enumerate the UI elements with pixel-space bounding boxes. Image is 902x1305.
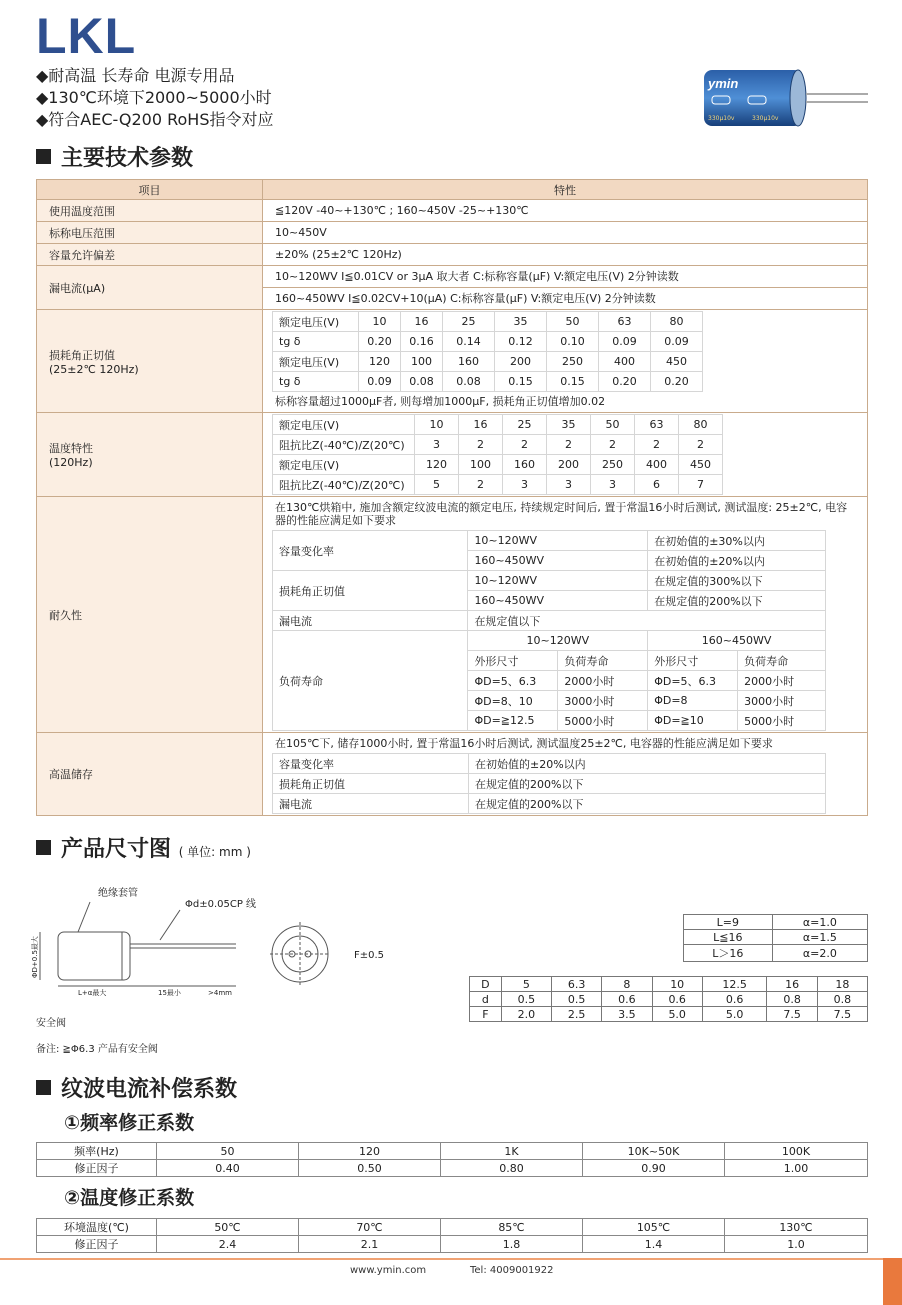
capacitor-label: 330μ10v xyxy=(708,115,735,122)
table-row xyxy=(470,1007,868,1022)
dimension-section-title: 产品尺寸图 ( 单位: mm ) xyxy=(36,836,251,866)
table-row xyxy=(470,977,868,992)
table-cell: tg δ xyxy=(273,332,359,352)
dimension-drawing xyxy=(30,882,400,1032)
length-label: L+α最大 xyxy=(78,989,107,997)
l-cell: L＞16 xyxy=(684,945,773,962)
table-row xyxy=(273,415,723,435)
storage-row-label: 漏电流 xyxy=(273,794,469,814)
table-row xyxy=(273,435,723,455)
footer-website[interactable]: www.ymin.com xyxy=(350,1265,427,1276)
storage-row-label: 损耗角正切值 xyxy=(273,774,469,794)
table-cell: 250 xyxy=(547,352,599,372)
table-cell: 50 xyxy=(157,1143,299,1160)
table-cell: 10 xyxy=(415,415,459,435)
table-cell: D xyxy=(470,977,502,992)
voltage-range-value: 10~450V xyxy=(263,222,868,244)
alpha-cell: α=1.0 xyxy=(772,915,867,930)
table-cell: 70℃ xyxy=(299,1219,441,1236)
table-cell: F xyxy=(470,1007,502,1022)
table-cell: 7 xyxy=(679,475,723,495)
storage-label: 高温储存 xyxy=(37,733,263,816)
life-cell: 3000小时 xyxy=(558,691,648,711)
table-cell: 额定电压(V) xyxy=(273,312,359,332)
alpha-cell: α=2.0 xyxy=(772,945,867,962)
table-cell: tg δ xyxy=(273,372,359,392)
cap-change-label: 容量变化率 xyxy=(273,531,468,571)
table-cell: 18 xyxy=(817,977,867,992)
table-cell: 35 xyxy=(547,415,591,435)
spec-section-title: 主要技术参数 xyxy=(36,145,193,173)
table-cell: 200 xyxy=(547,455,591,475)
table-cell: 1.00 xyxy=(725,1160,868,1177)
table-cell: 0.09 xyxy=(359,372,401,392)
table-cell: 0.08 xyxy=(401,372,443,392)
voltage-range-label: 标称电压范围 xyxy=(37,222,263,244)
life-size-header-2: 外形尺寸 xyxy=(648,651,738,671)
table-cell: 100K xyxy=(725,1143,868,1160)
footer-phone: Tel: 4009001922 xyxy=(470,1265,554,1276)
table-cell: 100 xyxy=(401,352,443,372)
spec-table xyxy=(36,179,868,816)
table-row xyxy=(37,1236,868,1253)
life-group-1: 10~120WV xyxy=(468,631,648,651)
cap-change-value-2: 在初始值的±20%以内 xyxy=(648,551,826,571)
table-cell: 10K~50K xyxy=(583,1143,725,1160)
table-cell: 400 xyxy=(635,455,679,475)
table-cell: 105℃ xyxy=(583,1219,725,1236)
table-cell: 10 xyxy=(359,312,401,332)
col-item-header: 项目 xyxy=(37,180,263,200)
table-cell: 16 xyxy=(459,415,503,435)
life-cell: 3000小时 xyxy=(738,691,826,711)
lead-length-label: 15最小 xyxy=(158,989,181,997)
storage-row-value: 在规定值的200%以下 xyxy=(469,774,826,794)
table-cell: 0.6 xyxy=(652,992,702,1007)
sleeve-label: 绝缘套管 xyxy=(98,888,138,899)
section-square-icon xyxy=(36,1080,51,1095)
endurance-label: 耐久性 xyxy=(37,497,263,733)
table-cell: 2.1 xyxy=(299,1236,441,1253)
table-cell: 3 xyxy=(415,435,459,455)
table-cell: 80 xyxy=(679,415,723,435)
table-row xyxy=(273,475,723,495)
table-cell: 5.0 xyxy=(702,1007,767,1022)
life-cell: ΦD=8 xyxy=(648,691,738,711)
capacitor-label-2: 330μ10v xyxy=(752,115,779,122)
table-cell: 3 xyxy=(547,475,591,495)
temp-range-value: ≦120V -40~+130℃ ; 160~450V -25~+130℃ xyxy=(263,200,868,222)
storage-row-value: 在初始值的±20%以内 xyxy=(469,754,826,774)
tan-range-2: 160~450WV xyxy=(468,591,648,611)
cap-change-range-2: 160~450WV xyxy=(468,551,648,571)
table-cell: 63 xyxy=(599,312,651,332)
temp-range-label: 使用温度范围 xyxy=(37,200,263,222)
storage-cell xyxy=(263,733,868,816)
table-cell: 400 xyxy=(599,352,651,372)
life-cell: ΦD=≧12.5 xyxy=(468,711,558,731)
table-cell: 阻抗比Z(-40℃)/Z(20℃) xyxy=(273,435,415,455)
table-cell: 2 xyxy=(503,435,547,455)
table-cell: 2 xyxy=(459,435,503,455)
table-cell: 0.20 xyxy=(599,372,651,392)
table-cell: 0.8 xyxy=(817,992,867,1007)
table-cell: 阻抗比Z(-40℃)/Z(20℃) xyxy=(273,475,415,495)
storage-table xyxy=(272,753,826,814)
brand-text: ymin xyxy=(708,76,739,91)
table-cell: d xyxy=(470,992,502,1007)
table-cell: 25 xyxy=(503,415,547,435)
table-cell: 2.4 xyxy=(157,1236,299,1253)
table-cell: 3 xyxy=(503,475,547,495)
life-hours-header-1: 负荷寿命 xyxy=(558,651,648,671)
table-cell: 200 xyxy=(495,352,547,372)
section-square-icon xyxy=(36,149,51,164)
alpha-cell: α=1.5 xyxy=(772,930,867,945)
life-cell: ΦD=8、10 xyxy=(468,691,558,711)
life-cell: 5000小时 xyxy=(738,711,826,731)
section-square-icon xyxy=(36,840,51,855)
safety-valve-note: 备注: ≧Φ6.3 产品有安全阀 xyxy=(36,1044,158,1055)
table-cell: 120 xyxy=(415,455,459,475)
table-cell: 2 xyxy=(459,475,503,495)
life-group-2: 160~450WV xyxy=(648,631,826,651)
table-row xyxy=(273,352,703,372)
tan-range-1: 10~120WV xyxy=(468,571,648,591)
table-cell: 0.6 xyxy=(702,992,767,1007)
table-cell: 35 xyxy=(495,312,547,332)
table-row xyxy=(273,312,703,332)
temp-subtitle: ②温度修正系数 xyxy=(64,1187,195,1209)
table-cell: 0.5 xyxy=(552,992,602,1007)
table-row xyxy=(37,1143,868,1160)
life-cell: 2000小时 xyxy=(738,671,826,691)
table-cell: 0.14 xyxy=(443,332,495,352)
endurance-table xyxy=(272,530,826,731)
table-cell: 额定电压(V) xyxy=(273,415,415,435)
table-cell: 450 xyxy=(679,455,723,475)
table-cell: 160 xyxy=(503,455,547,475)
tan-delta-cell xyxy=(263,310,868,413)
leak-endurance-value: 在规定值以下 xyxy=(468,611,826,631)
ripple-section-title: 纹波电流补偿系数 xyxy=(36,1076,237,1104)
table-cell: 5 xyxy=(415,475,459,495)
table-cell: 120 xyxy=(359,352,401,372)
table-cell: 2 xyxy=(679,435,723,455)
cap-tolerance-label: 容量允许偏差 xyxy=(37,244,263,266)
temp-char-label: 温度特性 (120Hz) xyxy=(37,413,263,497)
storage-row-value: 在规定值的200%以下 xyxy=(469,794,826,814)
table-cell: 12.5 xyxy=(702,977,767,992)
table-cell: 0.12 xyxy=(495,332,547,352)
table-cell: 0.20 xyxy=(359,332,401,352)
table-row xyxy=(37,1160,868,1177)
table-cell: 额定电压(V) xyxy=(273,352,359,372)
table-cell: 130℃ xyxy=(725,1219,868,1236)
leakage-line-1: 10~120WV I≦0.01CV or 3μA 取大者 C:标称容量(μF) V:额定电压(V) 2分钟读数 xyxy=(263,266,868,288)
table-cell: 环境温度(℃) xyxy=(37,1219,157,1236)
tan-delta-label: 损耗角正切值 (25±2℃ 120Hz) xyxy=(37,310,263,413)
endurance-intro: 在130℃烘箱中, 施加含额定纹波电流的额定电压, 持续规定时间后, 置于常温16小时后测试, 测试温度: 25±2℃, 电容器的性能应满足如下要求 xyxy=(275,501,848,527)
cap-change-value-1: 在初始值的±30%以内 xyxy=(648,531,826,551)
table-cell: 0.8 xyxy=(767,992,817,1007)
table-row xyxy=(470,992,868,1007)
temp-coef-table xyxy=(36,1218,868,1253)
life-label: 负荷寿命 xyxy=(273,631,468,731)
table-cell: 0.16 xyxy=(401,332,443,352)
col-char-header: 特性 xyxy=(263,180,868,200)
table-cell: 80 xyxy=(651,312,703,332)
lead-tail-label: >4mm xyxy=(208,989,232,997)
table-cell: 2 xyxy=(591,435,635,455)
life-cell: 5000小时 xyxy=(558,711,648,731)
footer-divider xyxy=(0,1258,902,1260)
table-cell: 5.0 xyxy=(652,1007,702,1022)
table-cell: 2.0 xyxy=(501,1007,551,1022)
tan-value-1: 在规定值的300%以下 xyxy=(648,571,826,591)
table-cell: 1.8 xyxy=(441,1236,583,1253)
cap-change-range-1: 10~120WV xyxy=(468,531,648,551)
table-cell: 0.15 xyxy=(495,372,547,392)
table-cell: 0.5 xyxy=(501,992,551,1007)
freq-subtitle: ①频率修正系数 xyxy=(64,1112,195,1134)
wire-label: Φd±0.05CP 线 xyxy=(185,899,257,910)
temp-char-cell xyxy=(263,413,868,497)
table-cell: 0.6 xyxy=(602,992,652,1007)
table-cell: 120 xyxy=(299,1143,441,1160)
life-hours-header-2: 负荷寿命 xyxy=(738,651,826,671)
table-cell: 50℃ xyxy=(157,1219,299,1236)
table-cell: 6.3 xyxy=(552,977,602,992)
table-cell: 0.09 xyxy=(651,332,703,352)
l-cell: L=9 xyxy=(684,915,773,930)
table-cell: 2 xyxy=(635,435,679,455)
table-cell: 7.5 xyxy=(767,1007,817,1022)
dimension-unit: ( 单位: mm ) xyxy=(178,845,251,859)
life-cell: 2000小时 xyxy=(558,671,648,691)
table-cell: 0.15 xyxy=(547,372,599,392)
table-cell: 1K xyxy=(441,1143,583,1160)
table-cell: 0.10 xyxy=(547,332,599,352)
table-cell: 0.08 xyxy=(443,372,495,392)
table-row xyxy=(273,372,703,392)
storage-row-label: 容量变化率 xyxy=(273,754,469,774)
storage-intro: 在105℃下, 储存1000小时, 置于常温16小时后测试, 测试温度25±2℃, 电容器的性能应满足如下要求 xyxy=(275,737,773,750)
tan-delta-note: 标称容量超过1000μF者, 则每增加1000μF, 损耗角正切值增加0.02 xyxy=(275,395,606,408)
table-cell: 63 xyxy=(635,415,679,435)
table-cell: 6 xyxy=(635,475,679,495)
product-title: LKL xyxy=(36,8,137,64)
endurance-cell xyxy=(263,497,868,733)
table-cell: 频率(Hz) xyxy=(37,1143,157,1160)
temp-char-table xyxy=(272,414,723,495)
table-cell: 3.5 xyxy=(602,1007,652,1022)
tan-delta-table xyxy=(272,311,703,392)
leakage-line-2: 160~450WV I≦0.02CV+10(μA) C:标称容量(μF) V:额定电压(V) 2分钟读数 xyxy=(263,288,868,310)
table-cell: 2 xyxy=(547,435,591,455)
table-cell: 100 xyxy=(459,455,503,475)
table-cell: 450 xyxy=(651,352,703,372)
table-row xyxy=(273,332,703,352)
table-cell: 160 xyxy=(443,352,495,372)
table-cell: 85℃ xyxy=(441,1219,583,1236)
table-cell: 50 xyxy=(591,415,635,435)
life-cell: ΦD=≧10 xyxy=(648,711,738,731)
cap-tolerance-value: ±20% (25±2℃ 120Hz) xyxy=(263,244,868,266)
table-cell: 0.80 xyxy=(441,1160,583,1177)
table-cell: 2.5 xyxy=(552,1007,602,1022)
table-cell: 16 xyxy=(767,977,817,992)
table-cell: 修正因子 xyxy=(37,1160,157,1177)
table-cell: 0.90 xyxy=(583,1160,725,1177)
feature-line-1: ◆耐高温 长寿命 电源专用品 xyxy=(36,66,235,85)
safety-valve-label: 安全阀 xyxy=(36,1018,66,1029)
table-cell: 0.50 xyxy=(299,1160,441,1177)
tan-endurance-label: 损耗角正切值 xyxy=(273,571,468,611)
table-cell: 3 xyxy=(591,475,635,495)
feature-line-2: ◆130℃环境下2000~5000小时 xyxy=(36,88,272,107)
page-corner-tab xyxy=(883,1258,902,1305)
tan-value-2: 在规定值的200%以下 xyxy=(648,591,826,611)
freq-table xyxy=(36,1142,868,1177)
diameter-label: ΦD+0.5最大 xyxy=(31,936,39,978)
leakage-label: 漏电流(μA) xyxy=(37,266,263,310)
table-row xyxy=(273,455,723,475)
l-alpha-table xyxy=(683,914,868,962)
l-cell: L≦16 xyxy=(684,930,773,945)
table-row xyxy=(37,1219,868,1236)
f-tolerance-label: F±0.5 xyxy=(354,950,385,961)
table-cell: 8 xyxy=(602,977,652,992)
table-cell: 50 xyxy=(547,312,599,332)
table-cell: 5 xyxy=(501,977,551,992)
table-cell: 0.40 xyxy=(157,1160,299,1177)
leak-endurance-label: 漏电流 xyxy=(273,611,468,631)
table-cell: 10 xyxy=(652,977,702,992)
table-cell: 0.20 xyxy=(651,372,703,392)
feature-line-3: ◆符合AEC-Q200 RoHS指令对应 xyxy=(36,110,274,129)
table-cell: 25 xyxy=(443,312,495,332)
life-cell: ΦD=5、6.3 xyxy=(468,671,558,691)
table-cell: 250 xyxy=(591,455,635,475)
table-cell: 16 xyxy=(401,312,443,332)
table-cell: 1.4 xyxy=(583,1236,725,1253)
capacitor-photo xyxy=(700,66,870,132)
table-cell: 7.5 xyxy=(817,1007,867,1022)
table-cell: 0.09 xyxy=(599,332,651,352)
table-cell: 修正因子 xyxy=(37,1236,157,1253)
life-size-header-1: 外形尺寸 xyxy=(468,651,558,671)
table-cell: 额定电压(V) xyxy=(273,455,415,475)
life-cell: ΦD=5、6.3 xyxy=(648,671,738,691)
table-cell: 1.0 xyxy=(725,1236,868,1253)
d-table xyxy=(469,976,868,1022)
